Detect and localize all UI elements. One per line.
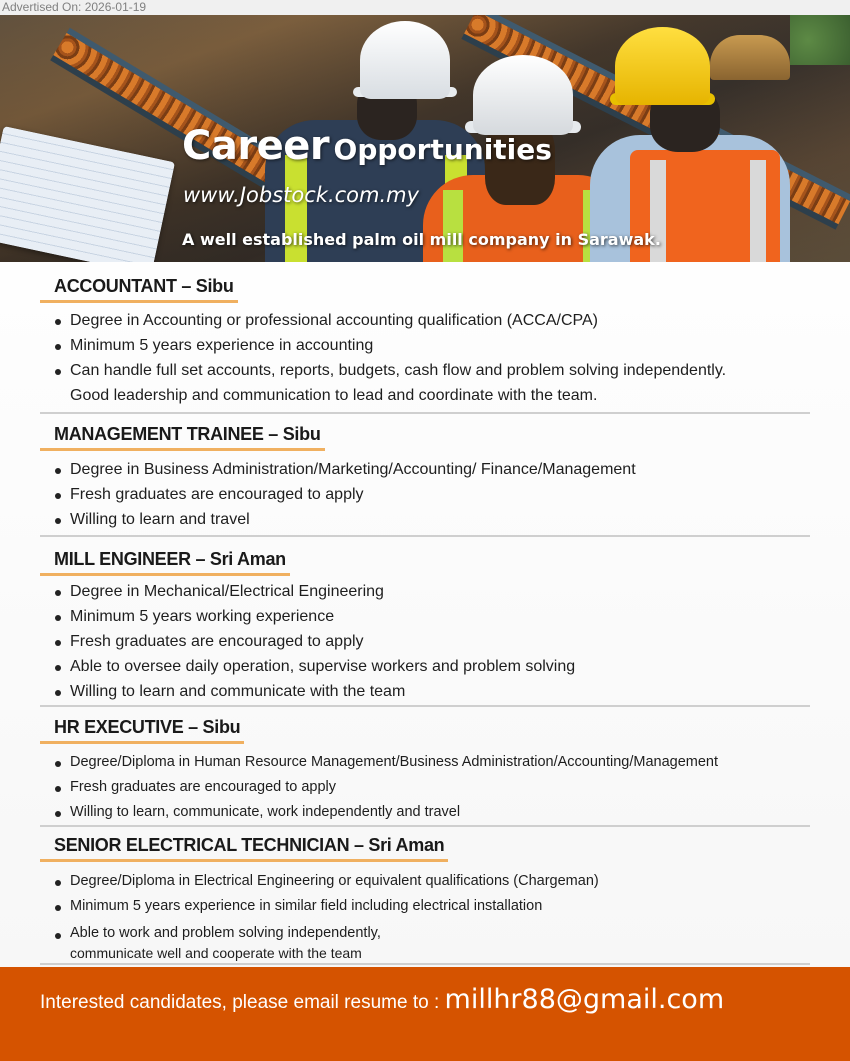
requirement-item: Degree in Accounting or professional accounting qualification (ACCA/CPA) [55, 308, 726, 333]
job-title-underline [40, 276, 238, 303]
requirement-continuation-text: Good leadership and communication to lead and coordinate with the team. [70, 387, 598, 404]
requirement-continuation-text: communicate well and cooperate with the team [70, 945, 362, 961]
section-divider [40, 963, 810, 965]
contact-email-link[interactable]: millhr88@gmail.com [444, 984, 725, 1015]
requirement-item: Degree/Diploma in Human Resource Management/Business Administration/Accounting/Management [55, 750, 718, 775]
hero-banner [0, 15, 850, 262]
requirement-item: Minimum 5 years working experience [55, 604, 575, 629]
job-title: HR EXECUTIVE – Sibu [54, 717, 241, 737]
job-title-underline [40, 835, 448, 862]
requirement-item: Able to oversee daily operation, supervise workers and problem solving [55, 654, 575, 679]
requirement-item: Fresh graduates are encouraged to apply [55, 775, 718, 800]
advertised-date: Advertised On: 2026-01-19 [0, 0, 850, 15]
job-title: MILL ENGINEER – Sri Aman [54, 549, 286, 569]
requirement-item-continued [55, 383, 726, 408]
job-title-underline [40, 717, 244, 744]
contact-text [40, 984, 724, 1015]
requirement-item: Fresh graduates are encouraged to apply [55, 629, 575, 654]
worker-yellow-helmet [590, 15, 800, 262]
requirement-item-continued [55, 944, 599, 962]
requirements-list [55, 457, 636, 532]
requirement-item: Willing to learn and travel [55, 507, 636, 532]
requirement-item: Can handle full set accounts, reports, budgets, cash flow and problem solving independently. [55, 358, 726, 383]
hero-title-career: Career [182, 123, 330, 169]
requirement-item: Degree in Business Administration/Marketing/Accounting/ Finance/Management [55, 457, 636, 482]
requirement-item: Degree in Mechanical/Electrical Engineering [55, 579, 575, 604]
job-title-underline [40, 549, 290, 576]
hero-tagline: A well established palm oil mill company in Sarawak. [182, 230, 661, 249]
requirements-list [55, 579, 575, 704]
hero-title-opportunities: Opportunities [333, 133, 552, 166]
job-title: SENIOR ELECTRICAL TECHNICIAN – Sri Aman [54, 835, 445, 855]
section-divider [40, 412, 810, 414]
contact-lead: Interested candidates, please email resume to : [40, 992, 445, 1013]
job-title: ACCOUNTANT – Sibu [54, 276, 234, 296]
blueprint-image [0, 126, 175, 262]
requirement-item: Fresh graduates are encouraged to apply [55, 482, 636, 507]
section-divider [40, 705, 810, 707]
hard-hat-icon [615, 27, 710, 105]
contact-footer [0, 967, 850, 1061]
requirement-item: Minimum 5 years experience in accounting [55, 333, 726, 358]
job-title: MANAGEMENT TRAINEE – Sibu [54, 424, 321, 444]
requirements-list [55, 308, 726, 408]
hero-website-link[interactable]: www.Jobstock.com.my [183, 183, 420, 207]
job-listings [0, 262, 850, 967]
requirement-item: Degree/Diploma in Electrical Engineering or equivalent qualifications (Chargeman) [55, 869, 599, 894]
requirement-item: Willing to learn and communicate with the team [55, 679, 575, 704]
requirement-item: Willing to learn, communicate, work independently and travel [55, 800, 718, 825]
hero-title [182, 123, 552, 169]
requirements-list [55, 750, 718, 825]
section-divider [40, 825, 810, 827]
requirements-list [55, 869, 599, 962]
job-title-underline [40, 424, 325, 451]
requirement-item: Minimum 5 years experience in similar field including electrical installation [55, 894, 599, 919]
section-divider [40, 535, 810, 537]
requirement-item: Able to work and problem solving independently, [55, 922, 599, 944]
